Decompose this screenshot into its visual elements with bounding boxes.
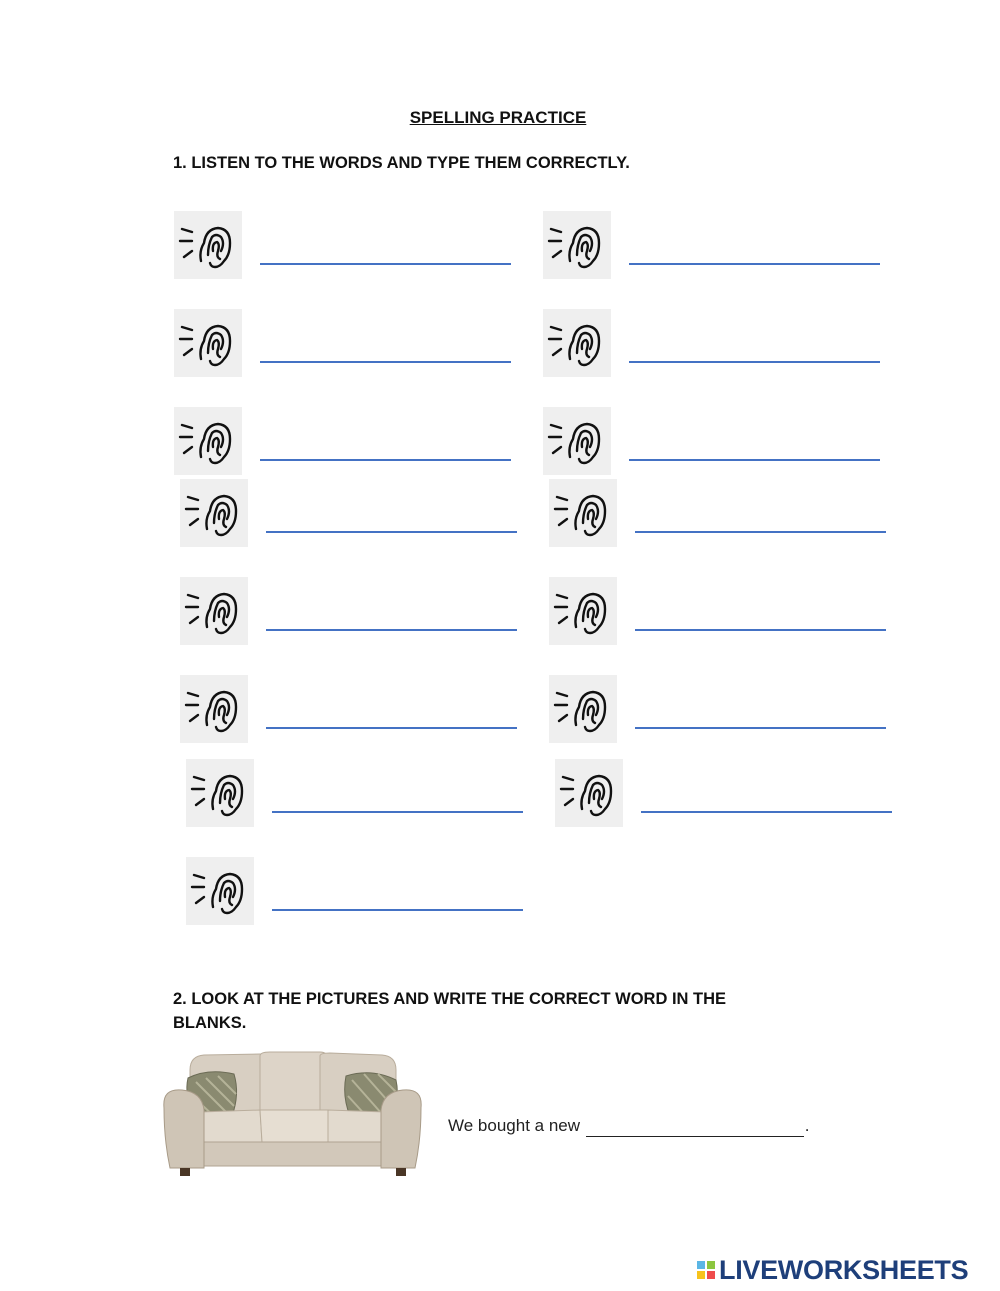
ear-listen-icon[interactable] xyxy=(186,759,254,827)
answer-input-15[interactable] xyxy=(272,887,523,911)
ear-listen-icon[interactable] xyxy=(180,675,248,743)
fill-in-sentence xyxy=(448,1116,809,1137)
section2-heading-line1: 2. LOOK AT THE PICTURES AND WRITE THE CORRECT WORD IN THE xyxy=(173,990,727,1008)
ear-listen-icon[interactable] xyxy=(555,759,623,827)
ear-listen-icon[interactable] xyxy=(174,407,242,475)
ear-listen-icon[interactable] xyxy=(174,211,242,279)
ear-listen-icon[interactable] xyxy=(186,857,254,925)
ear-listen-icon[interactable] xyxy=(549,675,617,743)
ear-listen-icon[interactable] xyxy=(549,577,617,645)
answer-input-3[interactable] xyxy=(260,339,511,363)
answer-input-9[interactable] xyxy=(266,607,517,631)
ear-listen-icon[interactable] xyxy=(180,577,248,645)
ear-listen-icon[interactable] xyxy=(174,309,242,377)
answer-input-13[interactable] xyxy=(272,789,523,813)
answer-input-11[interactable] xyxy=(266,705,517,729)
answer-input-6[interactable] xyxy=(629,437,880,461)
sofa-image xyxy=(160,1050,425,1178)
liveworksheets-logo[interactable] xyxy=(697,1252,968,1288)
section2-heading xyxy=(173,987,726,1035)
answer-input-8[interactable] xyxy=(635,509,886,533)
answer-input-1[interactable] xyxy=(260,241,511,265)
ear-listen-icon[interactable] xyxy=(543,407,611,475)
ear-listen-icon[interactable] xyxy=(180,479,248,547)
answer-input-5[interactable] xyxy=(260,437,511,461)
answer-input-14[interactable] xyxy=(641,789,892,813)
ear-listen-icon[interactable] xyxy=(543,211,611,279)
answer-input-12[interactable] xyxy=(635,705,886,729)
sentence-before: We bought a new xyxy=(448,1116,585,1135)
section2-heading-line2: BLANKS. xyxy=(173,1014,247,1032)
answer-input-10[interactable] xyxy=(635,607,886,631)
answer-input-2[interactable] xyxy=(629,241,880,265)
answer-input-7[interactable] xyxy=(266,509,517,533)
ear-listen-icon[interactable] xyxy=(543,309,611,377)
section1-heading: 1. LISTEN TO THE WORDS AND TYPE THEM CORRECTLY. xyxy=(173,154,630,172)
worksheet-title: SPELLING PRACTICE xyxy=(409,108,587,127)
answer-input-4[interactable] xyxy=(629,339,880,363)
ear-listen-icon[interactable] xyxy=(549,479,617,547)
brand-blocks-icon xyxy=(697,1261,715,1279)
sofa-answer-input[interactable] xyxy=(586,1118,804,1137)
brand-name: LIVEWORKSHEETS xyxy=(719,1254,969,1285)
sentence-after: . xyxy=(804,1116,810,1135)
